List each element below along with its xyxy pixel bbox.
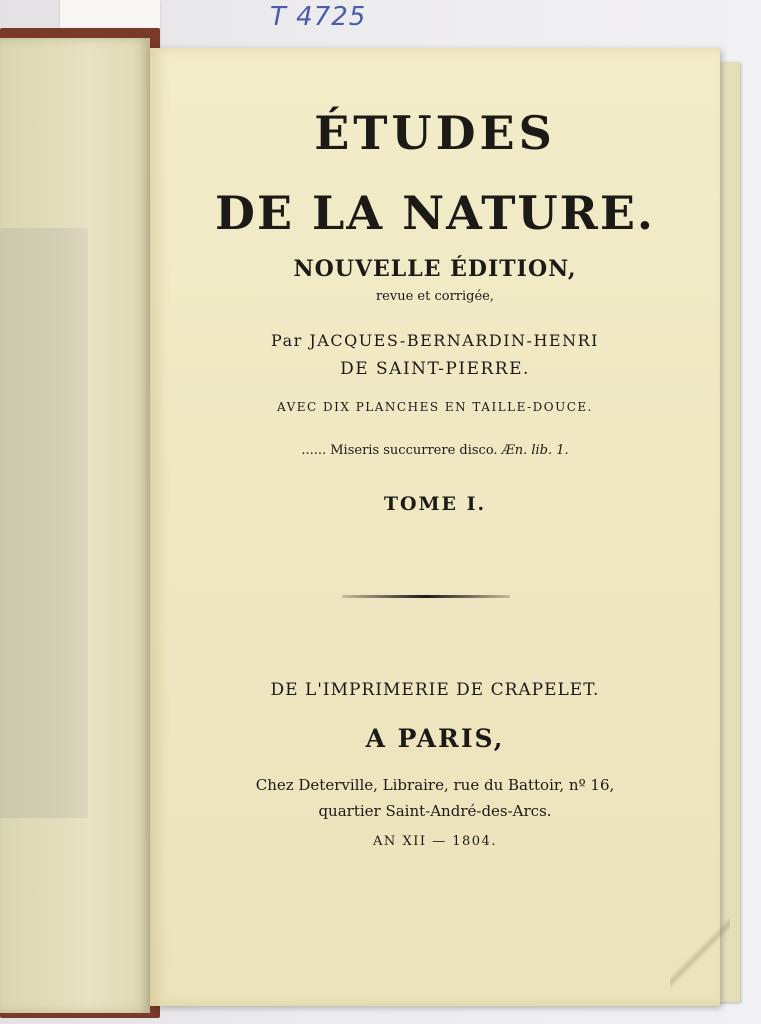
epigraph-text: ...... Miseris succurrere disco. xyxy=(301,443,498,458)
publisher-line-1: Chez Deterville, Libraire, rue du Battoir, nº 16, xyxy=(255,776,615,794)
publisher-line-2: quartier Saint-André-des-Arcs. xyxy=(318,802,552,820)
left-page xyxy=(0,38,150,1013)
show-through-text xyxy=(0,228,88,818)
title-page xyxy=(150,48,720,1006)
page-crease xyxy=(670,908,730,998)
author-line-1: Par JACQUES-BERNARDIN-HENRI xyxy=(271,331,599,350)
plates-note: AVEC DIX PLANCHES EN TAILLE-DOUCE. xyxy=(277,400,593,414)
edition-statement: NOUVELLE ÉDITION, xyxy=(293,256,577,282)
shelfmark-annotation: T 4725 xyxy=(270,2,367,32)
city-line: A PARIS, xyxy=(365,724,505,753)
decorative-rule xyxy=(342,595,510,598)
imprint-date: AN XII — 1804. xyxy=(373,834,497,849)
title-line-1: ÉTUDES xyxy=(314,106,556,160)
epigraph xyxy=(150,443,720,458)
epigraph-source: Æn. lib. 1. xyxy=(501,443,569,458)
title-line-2: DE LA NATURE. xyxy=(215,186,655,240)
printer-line: DE L'IMPRIMERIE DE CRAPELET. xyxy=(270,680,600,700)
author-line-2: DE SAINT-PIERRE. xyxy=(340,359,530,379)
revision-note: revue et corrigée, xyxy=(375,289,495,304)
volume-label: TOME I. xyxy=(383,493,487,515)
